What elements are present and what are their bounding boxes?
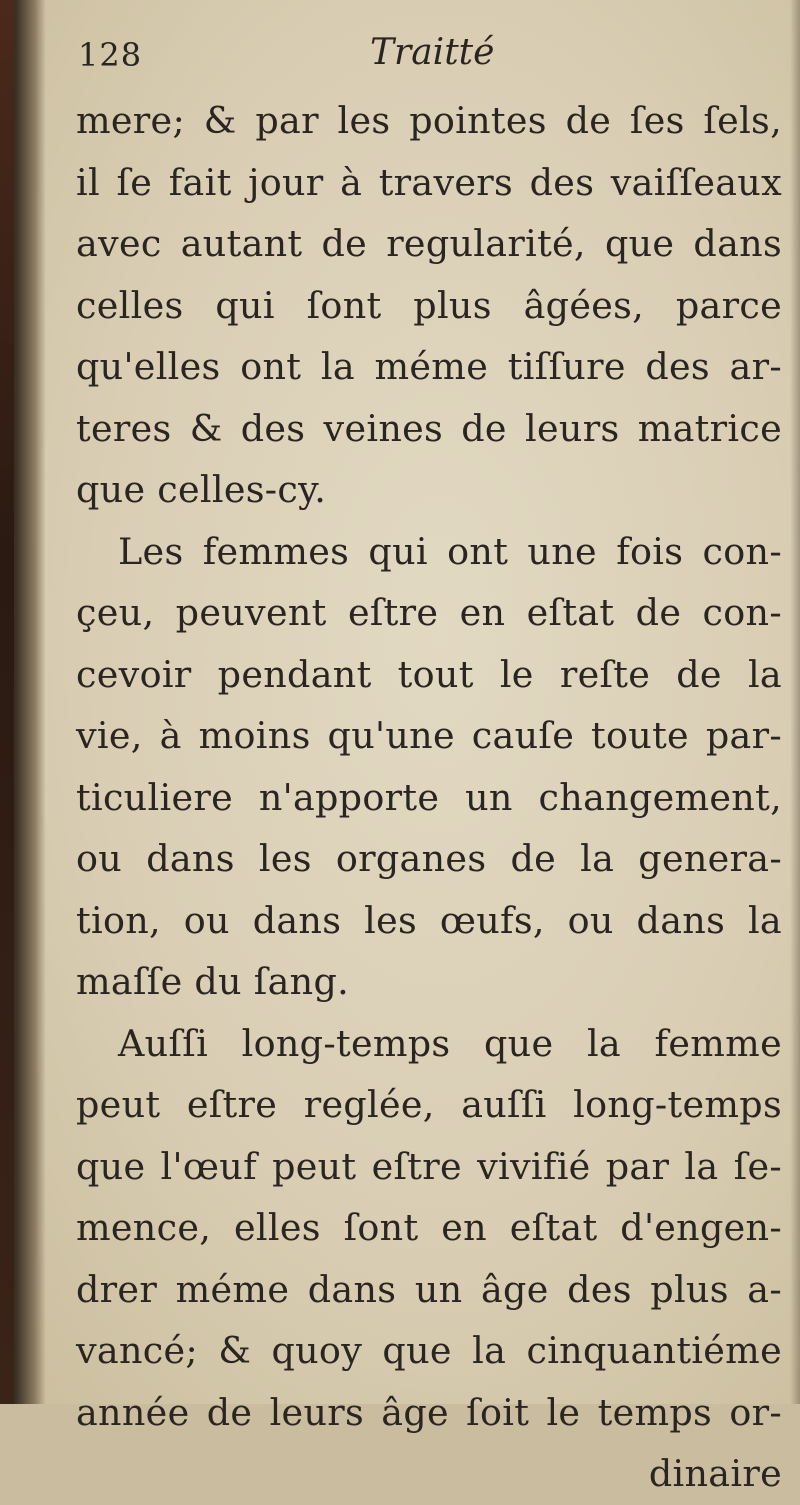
text-line: Les femmes qui ont une fois con- bbox=[118, 529, 782, 573]
text-line: peut eſtre reglée, auſſi long-temps bbox=[76, 1083, 782, 1126]
text-line: drer méme dans un âge des plus a- bbox=[76, 1267, 782, 1311]
text-line: ou dans les organes de la genera- bbox=[76, 837, 782, 880]
text-line: çeu, peuvent eſtre en eſtat de con- bbox=[76, 591, 782, 634]
text-line: vie, à moins qu'une cauſe toute par- bbox=[76, 714, 782, 757]
text-line: que celles-cy. bbox=[76, 468, 327, 511]
text-line: vancé; & quoy que la cinquantiéme bbox=[76, 1329, 782, 1372]
text-line: ticuliere n'apporte un changement, bbox=[76, 775, 782, 819]
text-line: mence, elles ſont en eſtat d'engen- bbox=[76, 1206, 782, 1249]
text-line: il ſe fait jour à travers des vaiſſeaux bbox=[76, 160, 782, 204]
running-title: Traitté bbox=[370, 32, 495, 73]
text-line: teres & des veines de leurs matrice bbox=[76, 406, 782, 450]
catchword: dinaire bbox=[648, 1452, 782, 1495]
text-line: cevoir pendant tout le reſte de la bbox=[76, 652, 782, 696]
text-line: que l'œuf peut eſtre vivifié par la ſe- bbox=[76, 1144, 782, 1188]
text-line: année de leurs âge ſoit le temps or- bbox=[76, 1390, 782, 1434]
text-line: maſſe du ſang. bbox=[76, 960, 350, 1003]
binding-edge bbox=[0, 0, 14, 1404]
text-line: tion, ou dans les œufs, ou dans la bbox=[76, 898, 782, 942]
text-line: avec autant de regularité, que dans bbox=[76, 222, 782, 265]
body-text bbox=[76, 90, 782, 1505]
page-edge bbox=[790, 0, 800, 1404]
text-line: Auſſi long-temps que la femme bbox=[118, 1021, 782, 1065]
page-header bbox=[78, 30, 778, 86]
text-line: celles qui ſont plus âgées, parce bbox=[76, 283, 782, 327]
text-line: qu'elles ont la méme tiſſure des ar- bbox=[76, 345, 782, 388]
page-number: 128 bbox=[78, 36, 143, 74]
text-line: mere; & par les pointes de ſes ſels, bbox=[76, 99, 782, 142]
